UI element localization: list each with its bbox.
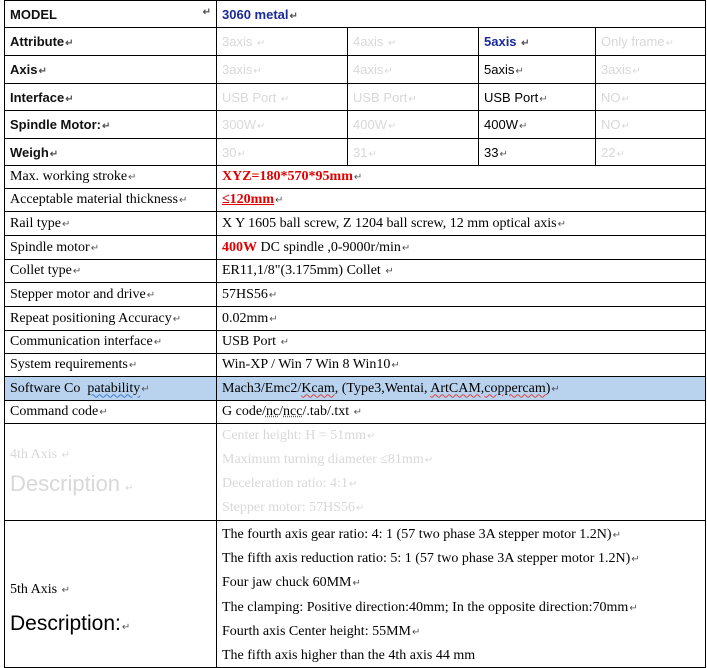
axis4-line: Stepper motor: 57HS56 xyxy=(222,500,355,515)
spec-value-thickness: ≤120mm xyxy=(222,192,275,207)
attribute-5axis: 5axis ↵ xyxy=(479,28,596,56)
spec-row xyxy=(5,212,706,236)
axis5-description: Description: xyxy=(10,612,121,636)
weigh-4axis-text: 31 xyxy=(353,144,368,160)
model-label-cell: MODEL ↵ xyxy=(5,1,217,28)
spindle-3axis-text: 300W xyxy=(222,117,256,132)
spec-value-software-b: Kcam xyxy=(301,380,335,396)
spindle-frame-text: NO xyxy=(601,117,621,132)
spec-value-collet: ER11,1/8"(3.175mm) Collet xyxy=(222,263,385,278)
axis-frame: 3axis↵ xyxy=(596,56,706,84)
spec-label-communication: Communication interface xyxy=(10,334,153,349)
axis4-details-cell: Center height: H = 51mm↵ Maximum turning diameter ≤81mm↵ Deceleration ratio: 4:1↵ Stepper motor: 57HS56↵ xyxy=(217,424,706,521)
axis5-line: Four jaw chuck 60MM xyxy=(222,575,352,591)
weigh-3axis: 30↵ xyxy=(217,139,348,166)
spec-label-spindle: Spindle motor xyxy=(10,239,90,255)
spec-value-software-f: coppercam xyxy=(484,380,546,396)
spec-label: Acceptable material thickness↵ xyxy=(5,189,217,212)
weigh-label: Weigh xyxy=(10,144,49,160)
axis5-heading: 5th Axis xyxy=(10,582,58,598)
spindle-label: Spindle Motor: xyxy=(10,117,101,132)
axis-4axis: 4axis↵ xyxy=(348,56,479,84)
axis4-line: Deceleration ratio: 4:1 xyxy=(222,476,348,491)
interface-5axis: USB Port↵ xyxy=(479,84,596,111)
axis5-line: The fifth axis reduction ratio: 5: 1 (57 two phase 3A stepper motor 1.2N) xyxy=(222,551,631,567)
spindle-3axis: 300W↵ xyxy=(217,111,348,139)
spec-value: Mach3/Emc2/Kcam, (Type3,Wentai, ArtCAM,coppercam)↵ xyxy=(217,377,706,401)
axis-label-cell: Axis↵ xyxy=(5,56,217,84)
spec-value-accuracy: 0.02mm xyxy=(222,310,269,326)
attribute-label: Attribute xyxy=(10,34,65,49)
attribute-3axis-text: 3axis xyxy=(222,34,253,49)
spec-label: Max. working stroke↵ xyxy=(5,166,217,189)
spindle-4axis-text: 400W xyxy=(353,117,387,132)
axis5-line: Fourth axis Center height: 55MM xyxy=(222,623,411,639)
spec-row-highlighted xyxy=(5,377,706,401)
spec-label-stepper: Stepper motor and drive xyxy=(10,286,146,302)
spec-label-stroke: Max. working stroke xyxy=(10,169,128,184)
weigh-5axis-text: 33 xyxy=(484,144,499,160)
axis4-label-cell: 4th Axis ↵ Description ↵ xyxy=(5,424,217,521)
spec-label: Collet type↵ xyxy=(5,260,217,283)
spec-value-software-c: , (Type3,Wentai, xyxy=(334,380,431,396)
model-value-cell: 3060 metal↵ xyxy=(217,1,706,28)
axis4-heading: 4th Axis xyxy=(10,447,58,462)
attribute-5axis-text: 5axis xyxy=(484,34,517,49)
spec-value-command-e: /.tab/.txt xyxy=(302,404,353,419)
weigh-4axis: 31↵ xyxy=(348,139,479,166)
spec-value-system: Win-XP / Win 7 Win 8 Win10 xyxy=(222,357,391,372)
spindle-4axis: 400W↵ xyxy=(348,111,479,139)
spec-label: Communication interface↵ xyxy=(5,331,217,354)
spec-label-rail: Rail type xyxy=(10,215,61,231)
axis-frame-text: 3axis xyxy=(601,62,632,77)
axis-5axis: 5axis↵ xyxy=(479,56,596,84)
spec-row xyxy=(5,354,706,377)
spec-value-spindle-power: 400W xyxy=(222,239,257,255)
spec-value-command-a: G code/ xyxy=(222,404,266,419)
weigh-row xyxy=(5,139,706,166)
spec-value: XYZ=180*570*95mm↵ xyxy=(217,166,706,189)
axis5-label-cell: 5th Axis ↵ Description:↵ xyxy=(5,521,217,668)
spindle-label-cell: Spindle Motor:↵ xyxy=(5,111,217,139)
axis4-row xyxy=(5,424,706,521)
spec-row xyxy=(5,331,706,354)
model-label: MODEL xyxy=(10,6,57,22)
interface-label: Interface xyxy=(10,89,65,105)
spec-value-stroke: XYZ=180*570*95mm xyxy=(222,169,353,184)
model-value: 3060 metal xyxy=(222,6,289,22)
spindle-5axis: 400W↵ xyxy=(479,111,596,139)
spec-value-software-a: Mach3/Emc2/ xyxy=(222,380,302,396)
spindle-frame: NO↵ xyxy=(596,111,706,139)
spec-label-thickness: Acceptable material thickness xyxy=(10,192,178,207)
spec-label: Spindle motor↵ xyxy=(5,236,217,260)
spec-row xyxy=(5,307,706,331)
weigh-5axis: 33↵ xyxy=(479,139,596,166)
spec-value: G code/nc/ncc/.tab/.txt ↵ xyxy=(217,401,706,424)
axis5-row xyxy=(5,521,706,668)
spec-row xyxy=(5,236,706,260)
spec-label: Command code↵ xyxy=(5,401,217,424)
spec-row xyxy=(5,401,706,424)
interface-label-cell: Interface↵ xyxy=(5,84,217,111)
spec-value-communication: USB Port xyxy=(222,334,280,349)
spindle-row xyxy=(5,111,706,139)
interface-row xyxy=(5,84,706,111)
axis-4axis-text: 4axis xyxy=(353,62,384,77)
attribute-label-cell: Attribute↵ xyxy=(5,28,217,56)
spec-table xyxy=(4,0,706,668)
model-row xyxy=(5,1,706,28)
spec-value-stepper: 57HS56 xyxy=(222,286,268,302)
spec-value-software-e: , xyxy=(480,380,485,396)
axis5-line: The fifth axis higher than the 4th axis 44 mm xyxy=(222,648,476,664)
spec-label-system: System requirements xyxy=(10,357,128,372)
spec-row xyxy=(5,260,706,283)
attribute-row xyxy=(5,28,706,56)
axis-5axis-text: 5axis xyxy=(484,62,515,77)
weigh-frame: 22↵ xyxy=(596,139,706,166)
spec-value: USB Port ↵ xyxy=(217,331,706,354)
axis5-line: The clamping: Positive direction:40mm; In the opposite direction:70mm xyxy=(222,599,629,615)
spec-label-collet: Collet type xyxy=(10,263,72,278)
spec-value: Win-XP / Win 7 Win 8 Win10↵ xyxy=(217,354,706,377)
interface-frame-text: NO xyxy=(601,89,621,105)
spec-label: Rail type↵ xyxy=(5,212,217,236)
attribute-4axis: 4axis ↵ xyxy=(348,28,479,56)
spec-value: ER11,1/8"(3.175mm) Collet ↵ xyxy=(217,260,706,283)
spec-value-command-d: ncc xyxy=(283,404,303,419)
spec-label-software-b: patability xyxy=(87,380,141,396)
interface-4axis-text: USB Port xyxy=(353,89,408,105)
interface-4axis: USB Port↵ xyxy=(348,84,479,111)
spec-row xyxy=(5,189,706,212)
axis-row xyxy=(5,56,706,84)
axis5-details-cell: The fourth axis gear ratio: 4: 1 (57 two phase 3A stepper motor 1.2N)↵ The fifth axis reduction ratio: 5: 1 (57 two phase 3A stepper motor 1.2N)↵ Four jaw chuck 60MM↵ The clamping: Positive direction:40mm; In the opposite direction:70mm↵ Fourth axis Center height: 55MM↵ The fifth axis higher than the 4th axis 44 mm xyxy=(217,521,706,668)
interface-5axis-text: USB Port xyxy=(484,89,539,105)
axis5-line: The fourth axis gear ratio: 4: 1 (57 two phase 3A stepper motor 1.2N) xyxy=(222,527,612,542)
spec-label: Stepper motor and drive↵ xyxy=(5,283,217,307)
spec-value: ≤120mm↵ xyxy=(217,189,706,212)
spec-label-command: Command code xyxy=(10,404,99,419)
spec-value-command-b: nc xyxy=(265,404,280,419)
spec-value-command-c: / xyxy=(279,404,284,419)
axis-3axis: 3axis↵ xyxy=(217,56,348,84)
interface-3axis-text: USB Port xyxy=(222,89,277,105)
weigh-label-cell: Weigh↵ xyxy=(5,139,217,166)
spec-value-software-d: ArtCAM xyxy=(430,380,481,396)
attribute-frame-text: Only frame xyxy=(601,34,665,49)
spec-value: 57HS56↵ xyxy=(217,283,706,307)
spindle-5axis-text: 400W xyxy=(484,117,518,132)
attribute-frame: Only frame↵ xyxy=(596,28,706,56)
axis4-line: Maximum turning diameter ≤81mm xyxy=(222,452,424,467)
spec-value-rail: X Y 1605 ball screw, Z 1204 ball screw, 12 mm optical axis xyxy=(222,215,557,231)
spec-value-software-g: ) xyxy=(545,380,551,396)
weigh-3axis-text: 30 xyxy=(222,144,237,160)
spec-row xyxy=(5,283,706,307)
spec-label-accuracy: Repeat positioning Accuracy xyxy=(10,310,172,326)
interface-frame: NO↵ xyxy=(596,84,706,111)
spec-label: System requirements↵ xyxy=(5,354,217,377)
attribute-3axis: 3axis ↵ xyxy=(217,28,348,56)
interface-3axis: USB Port ↵ xyxy=(217,84,348,111)
axis4-line: Center height: H = 51mm xyxy=(222,428,366,443)
spec-value: 0.02mm↵ xyxy=(217,307,706,331)
spec-value: 400W DC spindle ,0-9000r/min↵ xyxy=(217,236,706,260)
spec-row xyxy=(5,166,706,189)
spec-value: X Y 1605 ball screw, Z 1204 ball screw, 12 mm optical axis↵ xyxy=(217,212,706,236)
attribute-4axis-text: 4axis xyxy=(353,34,384,49)
weigh-frame-text: 22 xyxy=(601,144,616,160)
axis4-description: Description xyxy=(10,471,121,496)
spec-label-software-a: Software Co xyxy=(10,380,81,396)
spec-value-spindle-rest: DC spindle ,0-9000r/min xyxy=(257,239,401,255)
axis-3axis-text: 3axis xyxy=(222,62,253,77)
spec-label: Repeat positioning Accuracy↵ xyxy=(5,307,217,331)
spec-label: Software Co patability↵ xyxy=(5,377,217,401)
axis-label: Axis xyxy=(10,62,38,77)
